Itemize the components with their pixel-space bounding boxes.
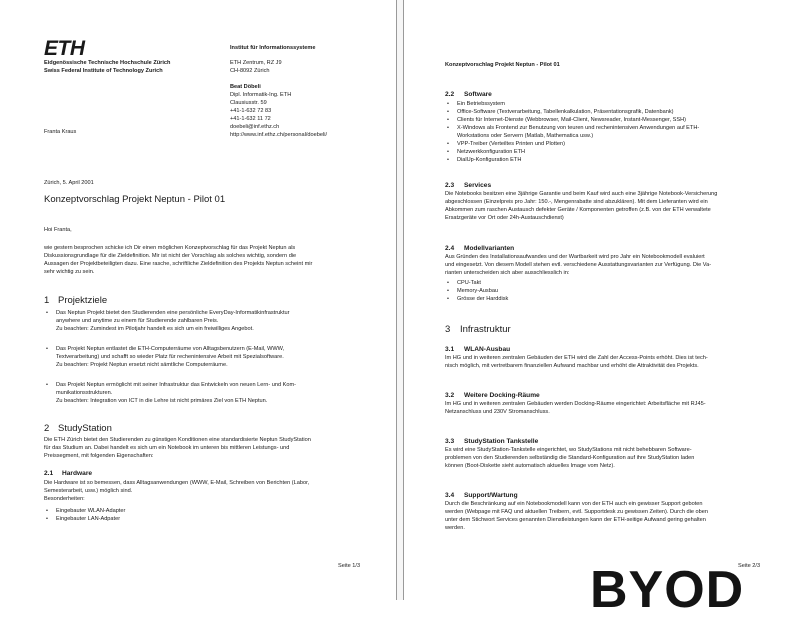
paragraph-line: Besonderheiten: <box>44 496 85 502</box>
paragraph-line: Es wird eine StudyStation-Tankstelle eingerichtet, wo StudyStations mit nicht behebbaren Software- <box>445 447 692 453</box>
goals-list <box>44 309 384 405</box>
item-line: • VPP-Treiber (Verteiltes Printen und Plotten) <box>457 141 565 147</box>
variants-paragraph <box>445 253 795 277</box>
document-page-1 <box>0 0 396 600</box>
paragraph-line: können (Boot-Diskette sieht automatisch aktuelles Image vom Netz). <box>445 463 615 469</box>
item-line: munikationsstrukturen. <box>56 390 113 396</box>
section-3-4-number: 3.4 <box>445 492 455 499</box>
letter-date: Zürich, 5. April 2001 <box>44 180 94 186</box>
page-number: Seite 1/3 <box>338 563 361 569</box>
section-3-3-title: StudyStation Tankstelle <box>464 438 539 445</box>
section-1-number: 1 <box>44 295 50 306</box>
support-paragraph <box>445 500 795 532</box>
contact-url: http://www.inf.ethz.ch/personal/doebeli/ <box>230 132 328 138</box>
section-3-1-number: 3.1 <box>445 346 455 353</box>
hardware-list <box>44 507 344 523</box>
address-line: ETH Zentrum, RZ J9 <box>230 60 282 66</box>
paragraph-line: werden (Webpage mit FAQ und aktuellen Treibern, evtl. Supportdesk zu gewissen Zeiten). Durch die oben <box>445 509 708 515</box>
item-line: • X-Windows als Frontend zur Benutzung von teuren und rechenintensiven Anwendungen auf ETH- <box>457 125 700 131</box>
paragraph-line: Aus Gründen des Installationsaufwandes und der Wartbarkeit wird pro Jahr ein Notebookmodell evaluiert <box>445 254 705 260</box>
hardware-paragraph <box>44 479 384 503</box>
list-item <box>445 156 790 164</box>
section-2-2-number: 2.2 <box>445 91 455 98</box>
section-3-number: 3 <box>445 324 451 335</box>
list-item: • Grösse der Harddisk <box>445 295 645 303</box>
item-line: anywhere und anytime zu einem für Studierende zahlbaren Preis. <box>56 318 219 324</box>
item-line: • Clients für Internet-Dienste (Webbrowser, Mail-Client, Newsreader, Instant-Messenger, SSH) <box>457 117 687 123</box>
intro-line: Aussagen der Projektbeteiligten dazu. Eine rasche, schriftliche Zieldefinition des Projekts Neptun scheint mir <box>44 261 313 267</box>
paragraph-line: rianten unterscheiden sich aber ausschliesslich in: <box>445 270 570 276</box>
intro-line: wie gestern besprochen schicke ich Dir einen möglichen Konzeptvorschlag für das Projekt Neptun als <box>44 245 296 251</box>
item-line: • Das Neptun Projekt bietet den Studierenden eine persönliche EveryDay-Informatikinfrastruktur <box>56 310 290 316</box>
section-3-1-title: WLAN-Ausbau <box>464 346 511 353</box>
list-item <box>44 381 384 405</box>
section-2-title: StudyStation <box>58 423 112 434</box>
paragraph-line: Die Hardware ist so bemessen, dass Alltagsanwendungen (WWW, E-Mail, Schreiben von Berichten (Labor, <box>44 480 310 486</box>
paragraph-line: Abkommen zum raschen Austausch defekter Geräte / Komponenten getroffen (z.B. von der ETH verwaltete <box>445 207 711 213</box>
intro-line: Diskussionsgrundlage für die Zieldefinition. Mir ist nicht der Vorschlag als solches wichtig, sondern die <box>44 253 297 259</box>
contact-line: +41-1-632 72 83 <box>230 108 272 114</box>
paragraph-line: Preissegment, mit folgenden Eigenschaften: <box>44 453 154 459</box>
document-page-2 <box>404 0 800 600</box>
contact-line: Dipl. Informatik-Ing. ETH <box>230 92 292 98</box>
contact-line: +41-1-632 11 72 <box>230 116 271 122</box>
section-2-number: 2 <box>44 423 50 434</box>
page-number: Seite 2/3 <box>738 563 761 569</box>
list-item <box>445 140 790 148</box>
intro-paragraph <box>44 244 384 276</box>
variants-list <box>445 279 645 303</box>
services-paragraph <box>445 190 795 222</box>
running-header: Konzeptvorschlag Projekt Neptun - Pilot 01 <box>445 62 560 68</box>
org-name-en: Swiss Federal Institute of Technology Zurich <box>44 68 163 74</box>
section-2-3-title: Services <box>464 182 492 189</box>
section-2-4-number: 2.4 <box>445 245 455 252</box>
tankstelle-paragraph <box>445 446 795 470</box>
list-item <box>445 124 790 140</box>
paragraph-line: Die Notebooks besitzen eine 3jährige Garantie und beim Kauf wird auch eine 3jährige Notebook-Versicherung <box>445 191 718 197</box>
list-item <box>445 108 790 116</box>
list-item: • Eingebauter WLAN-Adapter <box>44 507 344 515</box>
item-line: • DialUp-Konfiguration ETH <box>457 157 522 163</box>
item-line: • Netzwerkkonfiguration ETH <box>457 149 526 155</box>
recipient-name: Franta Kraus <box>44 129 77 135</box>
intro-line: sehr wichtig zu sein. <box>44 269 95 275</box>
item-line: Zu beachten: Projekt Neptun ersetzt nicht sämtliche Computerräume. <box>56 362 228 368</box>
item-line: • Das Projekt Neptun entlastet die ETH-Computerräume von Alltagsbenutzern (E-Mail, WWW, <box>56 346 285 352</box>
paragraph-line: abgeschlossen (Einzelpreis pro Jahr: 150.-, Mengenrabatte sind abzuklären). Mit dem Lieferanten wird ein <box>445 199 708 205</box>
greeting: Hoi Franta, <box>44 227 72 233</box>
item-line: Textverarbeitung) und schafft so wieder Platz für rechenintensive Arbeit mit Spezialsoftware. <box>56 354 284 360</box>
item-line: • Das Projekt Neptun ermöglicht mit seiner Infrastruktur das Entwickeln von neuen Lern- und Kom- <box>56 382 297 388</box>
paragraph-line: Durch die Beschränkung auf ein Notebookmodell kann von der ETH auch ein gewisser Support geboten <box>445 501 703 507</box>
address-line: CH-8092 Zürich <box>230 68 270 74</box>
section-2-paragraph <box>44 436 384 460</box>
contact-line: Clausiusstr. 59 <box>230 100 267 106</box>
paragraph-line: Semesterarbeit, usw.) möglich sind. <box>44 488 133 494</box>
paragraph-line: werden. <box>445 525 465 531</box>
section-3-2-number: 3.2 <box>445 392 455 399</box>
section-1-title: Projektziele <box>58 295 108 306</box>
list-item <box>44 309 384 333</box>
wlan-paragraph <box>445 354 795 370</box>
contact-name: Beat Döbeli <box>230 84 261 90</box>
software-list <box>445 100 790 164</box>
list-item: • Memory-Ausbau <box>445 287 645 295</box>
item-line: Workstations oder Servern (Matlab, Mathematica usw.) <box>457 133 594 139</box>
paragraph-line: Im HG und in weiteren zentralen Gebäuden werden Docking-Räume eingerichtet: Arbeitsfläche mit RJ45- <box>445 401 706 407</box>
list-item: • Eingebauter LAN-Adpater <box>44 515 344 523</box>
list-item <box>445 100 790 108</box>
paragraph-line: problemen von den Studierenden selbständig die Standard-Konfiguration auf ihre StudyStation laden <box>445 455 695 461</box>
paragraph-line: Im HG und in weiteren zentralen Gebäuden der ETH wird die Zahl der Access-Points erhöht. Dies ist tech- <box>445 355 708 361</box>
section-2-1-number: 2.1 <box>44 470 54 477</box>
list-item <box>445 116 790 124</box>
contact-email: doebeli@inf.ethz.ch <box>230 124 280 130</box>
list-item: • CPU-Takt <box>445 279 645 287</box>
section-3-4-title: Support/Wartung <box>464 492 518 499</box>
section-2-2-title: Software <box>464 91 492 98</box>
item-line: • Office-Software (Textverarbeitung, Tabellenkalkulation, Präsentationsgrafik, Datenbank) <box>457 109 674 115</box>
list-item <box>44 345 384 369</box>
docking-paragraph <box>445 400 795 416</box>
section-3-2-title: Weitere Docking-Räume <box>464 392 540 399</box>
paragraph-line: nisch möglich, mit vertretbarem finanziellen Aufwand machbar und erhöht die Attraktivität des Projekts. <box>445 363 699 369</box>
section-2-3-number: 2.3 <box>445 182 455 189</box>
paragraph-line: unter dem Stichwort Services genannten Dienstleistungen kann der ETH-seitige Aufwand gering gehalten <box>445 517 706 523</box>
item-line: Zu beachten: Integration von ICT in die Lehre ist nicht primäres Ziel von ETH Neptun. <box>56 398 268 404</box>
paragraph-line: für das Studium an. Dabei handelt es sich um ein Notebook im unteren bis mittleren Leistungs- und <box>44 445 290 451</box>
page-gutter <box>396 0 404 600</box>
org-name-de: Eidgenössische Technische Hochschule Zürich <box>44 60 171 66</box>
byod-overlay-text: BYOD <box>590 561 745 619</box>
paragraph-line: Ersatzgeräte vor Ort oder 24h-Austauschdienst) <box>445 215 564 221</box>
item-line: Zu beachten: Zumindest im Pilotjahr handelt es sich um ein freiwilliges Angebot. <box>56 326 254 332</box>
paragraph-line: Die ETH Zürich bietet den Studierenden zu günstigen Konditionen eine standardisierte Neptun StudyStation <box>44 437 311 443</box>
section-3-3-number: 3.3 <box>445 438 455 445</box>
paragraph-line: Netzanschluss und 230V Stromanschluss. <box>445 409 550 415</box>
list-item <box>445 148 790 156</box>
eth-logo: ETH <box>44 37 85 60</box>
section-3-title: Infrastruktur <box>460 324 511 335</box>
section-2-1-title: Hardware <box>62 470 93 477</box>
paragraph-line: und eingesetzt. Von diesem Modell stehen evtl. verschiedene Ausstattungsvarianten zur Verfügung. Die Va- <box>445 262 712 268</box>
document-title: Konzeptvorschlag Projekt Neptun - Pilot 01 <box>44 194 226 205</box>
section-2-4-title: Modellvarianten <box>464 245 515 252</box>
institute-name: Institut für Informationssysteme <box>230 45 316 51</box>
item-line: • Ein Betriebssystem <box>457 101 505 107</box>
